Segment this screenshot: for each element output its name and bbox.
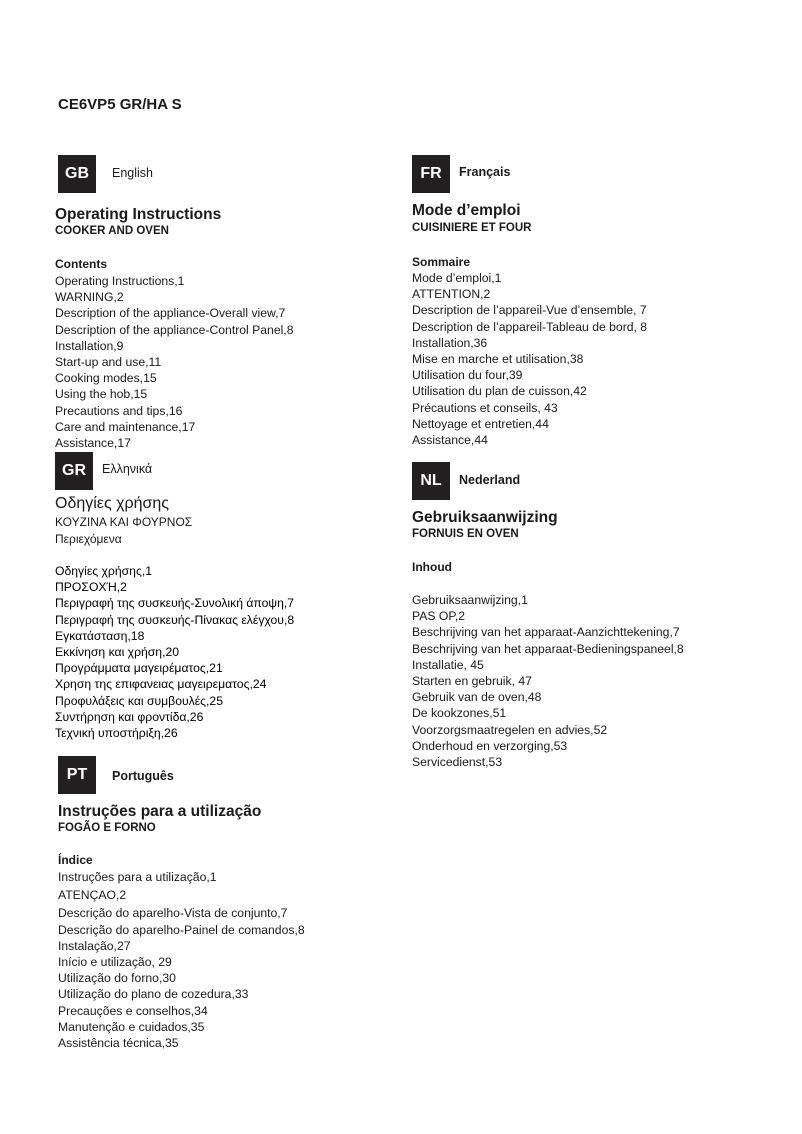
toc-item: Τεχνική υποστήριξη,26 xyxy=(55,725,178,740)
toc-item: Voorzorgsmaatregelen en advies,52 xyxy=(412,722,608,737)
toc-list-pt xyxy=(58,869,305,1051)
toc-list-fr xyxy=(412,270,647,448)
contents-heading-nl: Inhoud xyxy=(412,560,452,574)
language-badge-gr: GR xyxy=(55,452,93,490)
toc-item: Start-up and use,11 xyxy=(55,354,162,369)
toc-item: Nettoyage et entretien,44 xyxy=(412,416,549,431)
toc-item: Assistance,17 xyxy=(55,435,131,450)
title-gr: Οδηγίες χρήσης xyxy=(55,495,169,512)
language-badge-fr: FR xyxy=(412,155,450,193)
title-fr: Mode d’emploi xyxy=(412,202,521,219)
subtitle-fr: CUISINIERE ET FOUR xyxy=(412,222,532,234)
language-name-gr: Ελληνικά xyxy=(102,462,153,476)
language-name-fr: Français xyxy=(459,165,511,179)
model-number: CE6VP5 GR/HA S xyxy=(58,96,182,113)
toc-item: Προγράμματα μαγειρέματος,21 xyxy=(55,661,223,676)
toc-item: Utilização do plano de cozedura,33 xyxy=(58,987,249,1002)
toc-item: Εκκίνηση και χρήση,20 xyxy=(55,644,180,659)
language-name-pt: Português xyxy=(112,769,174,783)
toc-item: Cooking modes,15 xyxy=(55,371,157,386)
toc-item: Installatie, 45 xyxy=(412,657,484,672)
subtitle-gr: ΚΟΥΖΙΝΑ ΚΑΙ ΦΟΥΡΝΟΣ xyxy=(55,515,193,529)
toc-item: PAS OP,2 xyxy=(412,609,466,624)
toc-item: Instalação,27 xyxy=(58,938,131,953)
contents-heading-gr: Περιεχόμενα xyxy=(55,532,122,546)
toc-item: Gebruiksaanwijzing,1 xyxy=(412,593,528,607)
toc-item: Utilisation du four,39 xyxy=(412,368,523,383)
toc-item: Manutenção e cuidados,35 xyxy=(58,1019,205,1034)
toc-item: Assistance,44 xyxy=(412,432,488,447)
toc-item: Installation,9 xyxy=(55,338,124,353)
toc-item: Utilização do forno,30 xyxy=(58,971,176,986)
toc-item: Περιγραφή της συσκευής-Συνολική άποψη,7 xyxy=(55,596,295,611)
toc-item: Precautions and tips,16 xyxy=(55,403,183,418)
toc-item: Περιγραφή της συσκευής-Πίνακας ελέγχου,8 xyxy=(55,612,295,627)
subtitle-gb: COOKER AND OVEN xyxy=(55,225,169,237)
toc-item: WARNING,2 xyxy=(55,290,124,305)
toc-item: Início e utilização, 29 xyxy=(58,954,172,969)
language-badge-pt: PT xyxy=(58,756,96,794)
toc-item: Beschrijving van het apparaat-Aanzichttekening,7 xyxy=(412,625,680,640)
toc-item: Descrição do aparelho-Vista de conjunto,7 xyxy=(58,906,288,921)
toc-item: Precauções e conselhos,34 xyxy=(58,1003,208,1018)
toc-item: Descrição do aparelho-Painel de comandos,8 xyxy=(58,922,305,937)
toc-list-gr xyxy=(55,563,294,741)
language-badge-gb: GB xyxy=(58,155,96,193)
contents-heading-gb: Contents xyxy=(55,257,107,271)
toc-item: Installation,36 xyxy=(412,335,488,350)
toc-item: ATENÇAO,2 xyxy=(58,888,127,903)
toc-item: Précautions et conseils, 43 xyxy=(412,400,558,415)
toc-item: Description de l’appareil-Tableau de bord, 8 xyxy=(412,319,648,334)
toc-item: ATTENTION,2 xyxy=(412,287,491,302)
toc-item: De kookzones,51 xyxy=(412,706,507,721)
contents-heading-fr: Sommaire xyxy=(412,255,471,269)
title-pt: Instruções para a utilização xyxy=(58,803,262,820)
subtitle-nl: FORNUIS EN OVEN xyxy=(412,528,519,540)
toc-item: Οδηγίες χρήσης,1 xyxy=(55,564,152,578)
toc-item: Description of the appliance-Overall view,7 xyxy=(55,306,286,321)
toc-item: Description of the appliance-Control Panel,8 xyxy=(55,322,294,337)
toc-item: Assistência técnica,35 xyxy=(58,1035,179,1050)
toc-item: Gebruik van de oven,48 xyxy=(412,690,542,705)
toc-item: Mise en marche et utilisation,38 xyxy=(412,351,584,366)
toc-list-gb xyxy=(55,273,293,451)
toc-item: Operating Instructions,1 xyxy=(55,274,185,288)
toc-item: ΠΡΟΣΟΧΉ,2 xyxy=(55,580,127,595)
toc-item: Εγκατάσταση,18 xyxy=(55,628,145,643)
language-name-gb: English xyxy=(112,166,153,180)
toc-list-nl xyxy=(412,592,684,770)
title-nl: Gebruiksaanwijzing xyxy=(412,509,558,526)
toc-item: Προφυλάξεις και συμβουλές,25 xyxy=(55,693,223,708)
toc-item: Χρηση της επιφανειας μαγειρεματος,24 xyxy=(55,677,267,692)
contents-heading-pt: Índice xyxy=(58,853,93,867)
toc-item: Onderhoud en verzorging,53 xyxy=(412,738,568,753)
toc-item: Συντήρηση και φροντίδα,26 xyxy=(55,709,204,724)
toc-item: Utilisation du plan de cuisson,42 xyxy=(412,384,587,399)
toc-item: Beschrijving van het apparaat-Bedieningspaneel,8 xyxy=(412,641,684,656)
toc-item: Instruções para a utilização,1 xyxy=(58,870,217,884)
toc-item: Starten en gebruik, 47 xyxy=(412,673,532,688)
toc-item: Care and maintenance,17 xyxy=(55,419,196,434)
toc-item: Using the hob,15 xyxy=(55,387,148,402)
toc-item: Mode d’emploi,1 xyxy=(412,271,502,285)
toc-item: Description de l’appareil-Vue d’ensemble, 7 xyxy=(412,303,647,318)
toc-item: Servicedienst,53 xyxy=(412,754,503,769)
subtitle-pt: FOGÃO E FORNO xyxy=(58,822,156,834)
language-name-nl: Nederland xyxy=(459,473,521,487)
title-gb: Operating Instructions xyxy=(55,206,222,223)
language-badge-nl: NL xyxy=(412,462,450,500)
